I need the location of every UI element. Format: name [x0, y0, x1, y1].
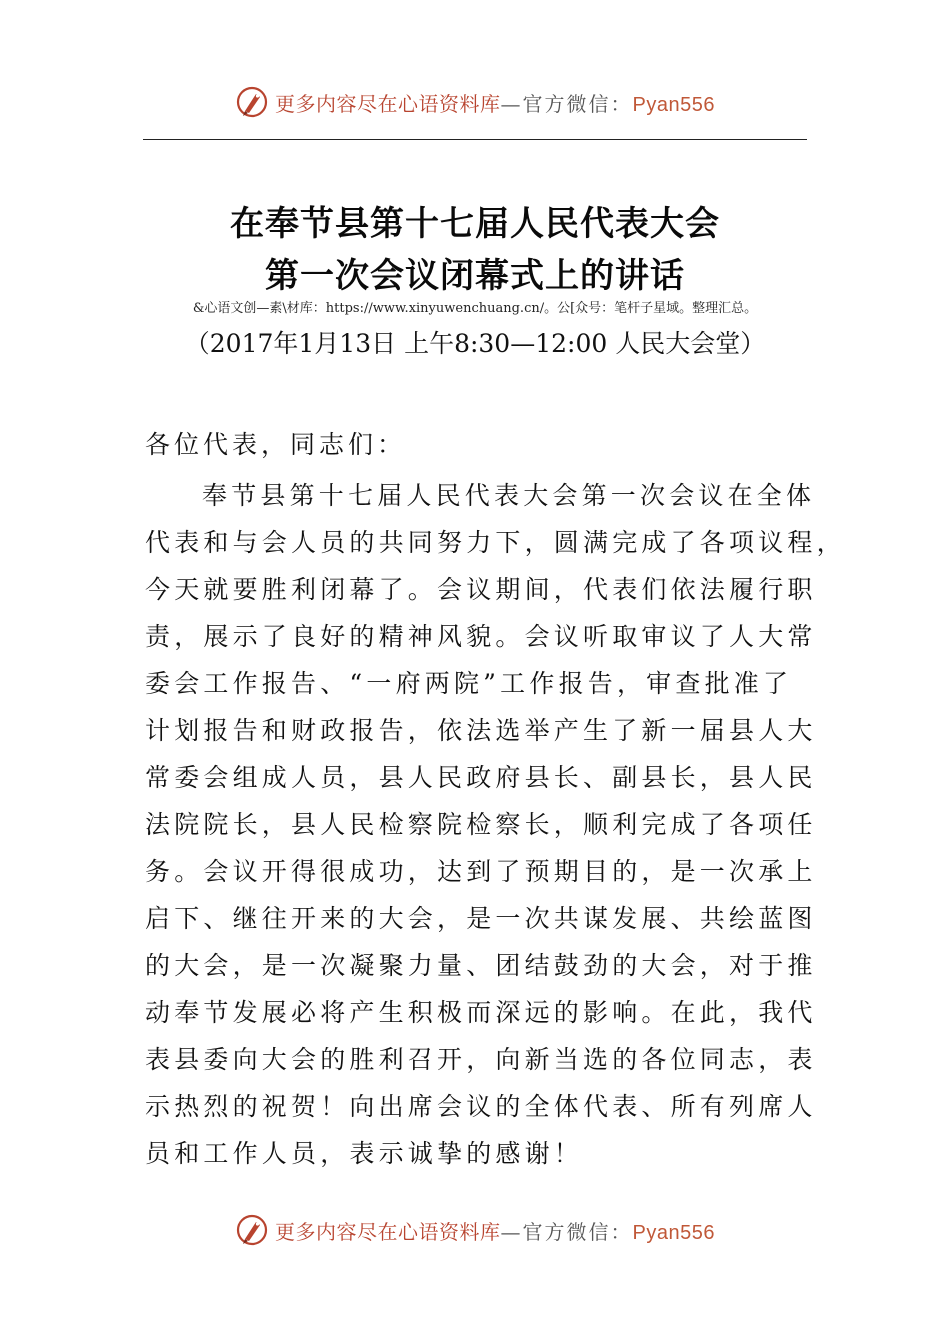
header-divider	[143, 139, 807, 140]
meeting-info: （2017年1月13日 上午8:30—12:00 人民大会堂）	[184, 329, 766, 358]
source-note: &心语文创—素\材库：https://www.xinyuwenchuang.cn/。公[众号：笔杆子星域。整理汇总。	[192, 301, 758, 316]
banner-wechat-id: Pyan556	[632, 1221, 715, 1244]
body-line: 法院院长，县人民检察院检察长，顺利完成了各项任	[145, 810, 817, 839]
footer-banner-text	[275, 1216, 715, 1245]
footer-banner-content	[235, 1213, 715, 1247]
footer-banner	[0, 1208, 950, 1252]
header-banner-text	[275, 88, 715, 117]
header-banner	[0, 80, 950, 124]
body-line: 代表和与会人员的共同努力下，圆满完成了各项议程，	[145, 528, 846, 557]
pen-logo-icon	[235, 85, 269, 119]
banner-wechat-label: —官方微信：	[500, 1219, 633, 1244]
document-title-line-1: 在奉节县第十七届人民代表大会	[230, 204, 720, 244]
pen-logo-icon	[235, 1213, 269, 1247]
body-line: 动奉节发展必将产生积极而深远的影响。在此，我代	[145, 998, 817, 1027]
body-line: 委会工作报告、“一府两院”工作报告，审查批准了	[145, 669, 793, 698]
banner-site-name: 更多内容尽在心语资料库	[275, 91, 501, 116]
body-line: 常委会组成人员，县人民政府县长、副县长，县人民	[145, 763, 817, 792]
salutation: 各位代表，同志们：	[145, 430, 407, 459]
header-banner-content	[235, 85, 715, 119]
body-line: 员和工作人员，表示诚挚的感谢！	[145, 1139, 584, 1168]
document-title-line-2: 第一次会议闭幕式上的讲话	[265, 256, 685, 296]
body-line: 表县委向大会的胜利召开，向新当选的各位同志，表	[145, 1045, 817, 1074]
body-line: 责，展示了良好的精神风貌。会议听取审议了人大常	[145, 622, 817, 651]
body-line: 务。会议开得很成功，达到了预期目的，是一次承上	[145, 857, 817, 886]
banner-site-name: 更多内容尽在心语资料库	[275, 1219, 501, 1244]
body-line: 示热烈的祝贺！向出席会议的全体代表、所有列席人	[145, 1092, 817, 1121]
speech-body	[145, 472, 845, 1177]
banner-wechat-label: —官方微信：	[500, 91, 633, 116]
body-line: 奉节县第十七届人民代表大会第一次会议在全体	[202, 481, 816, 510]
body-line: 今天就要胜利闭幕了。会议期间，代表们依法履行职	[145, 575, 817, 604]
body-line: 启下、继往开来的大会，是一次共谋发展、共绘蓝图	[145, 904, 817, 933]
banner-wechat-id: Pyan556	[632, 93, 715, 116]
body-line: 计划报告和财政报告，依法选举产生了新一届县人大	[145, 716, 817, 745]
body-line: 的大会，是一次凝聚力量、团结鼓劲的大会，对于推	[145, 951, 817, 980]
